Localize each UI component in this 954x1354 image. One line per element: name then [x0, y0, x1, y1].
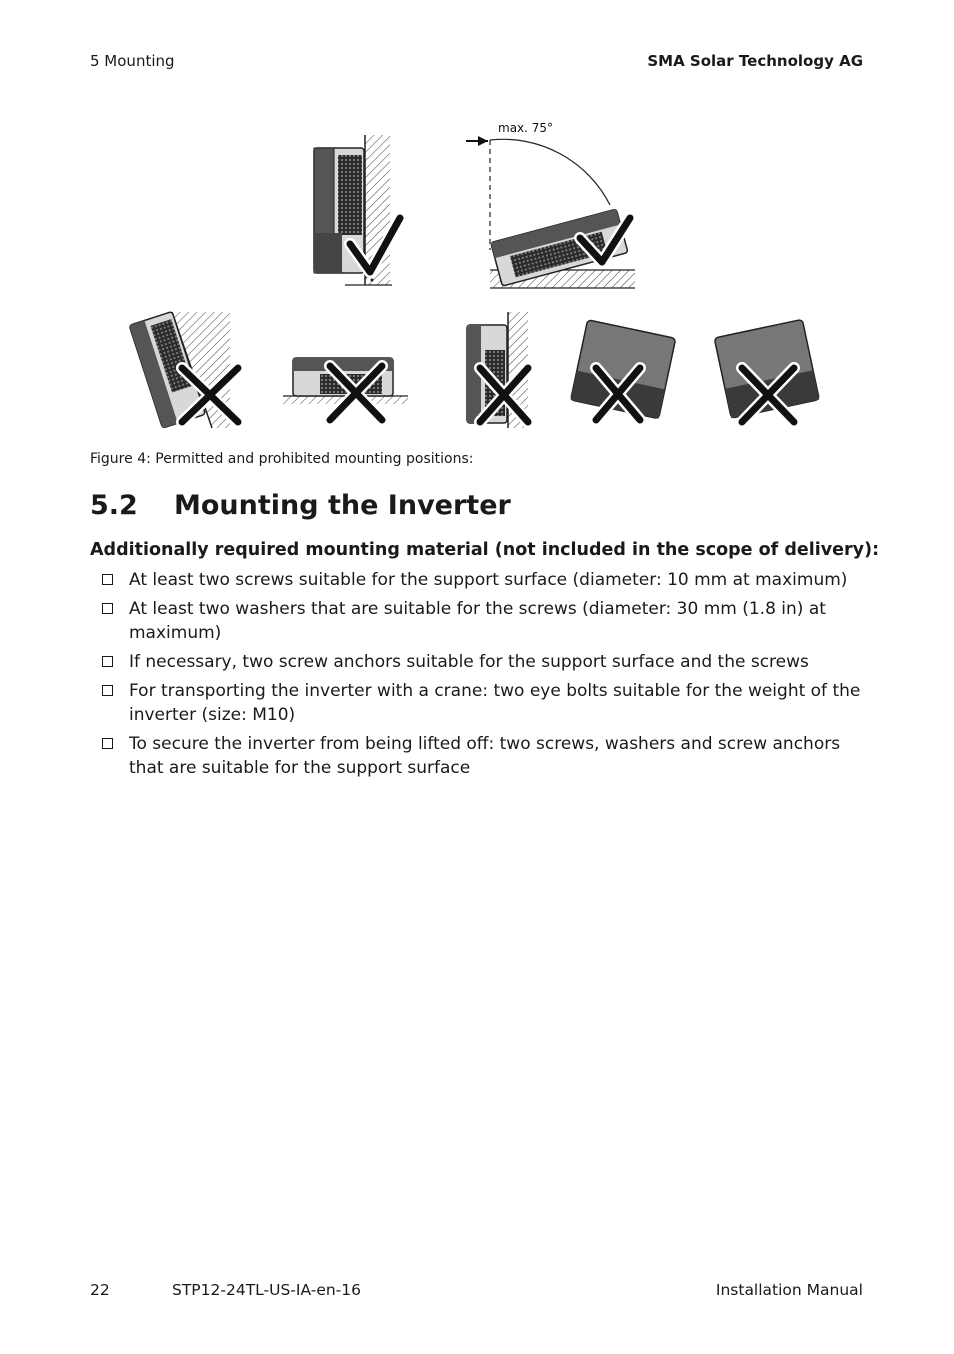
angle-label: max. 75° [498, 121, 554, 135]
position-horizontal-prohibited [283, 358, 408, 420]
position-upside-down-prohibited [467, 312, 528, 428]
position-rotated-prohibited-1 [571, 320, 676, 420]
list-item [100, 568, 870, 592]
header-company: SMA Solar Technology AG [647, 52, 863, 70]
list-item [100, 650, 870, 674]
position-vertical-permitted [314, 135, 400, 285]
list-item [100, 732, 870, 780]
list-item-text: For transporting the inverter with a crane: two eye bolts suitable for the weight of the inverter (size: M10) [129, 681, 861, 725]
list-item-text: To secure the inverter from being lifted off: two screws, washers and screw anchors that are suitable for the support surface [129, 734, 841, 778]
position-rotated-prohibited-2 [714, 319, 819, 422]
list-item-text: At least two washers that are suitable for the screws (diameter: 30 mm (1.8 in) at maximum) [129, 599, 826, 643]
section-heading [90, 490, 511, 521]
material-heading: Additionally required mounting material (not included in the scope of delivery): [90, 540, 880, 560]
figure-caption: Figure 4: Permitted and prohibited mounting positions: [90, 451, 474, 467]
footer-page-number: 22 [90, 1281, 110, 1299]
checkbox-icon [102, 574, 113, 585]
list-item-text: At least two screws suitable for the support surface (diameter: 10 mm at maximum) [129, 570, 848, 590]
checkbox-icon [102, 738, 113, 749]
list-item [100, 597, 870, 645]
mounting-positions-figure [0, 110, 954, 440]
footer-doc-code: STP12-24TL-US-IA-en-16 [172, 1281, 361, 1299]
footer-doc-title: Installation Manual [715, 1281, 863, 1299]
position-forward-tilt-prohibited [129, 312, 238, 429]
position-tilted-permitted [466, 121, 635, 288]
list-item-text: If necessary, two screw anchors suitable for the support surface and the screws [129, 652, 809, 672]
checkbox-icon [102, 656, 113, 667]
section-title: Mounting the Inverter [174, 490, 511, 521]
header-chapter: 5 Mounting [90, 52, 175, 70]
material-checklist [100, 568, 870, 785]
section-number: 5.2 [90, 490, 138, 521]
checkbox-icon [102, 603, 113, 614]
checkbox-icon [102, 685, 113, 696]
list-item [100, 679, 870, 727]
